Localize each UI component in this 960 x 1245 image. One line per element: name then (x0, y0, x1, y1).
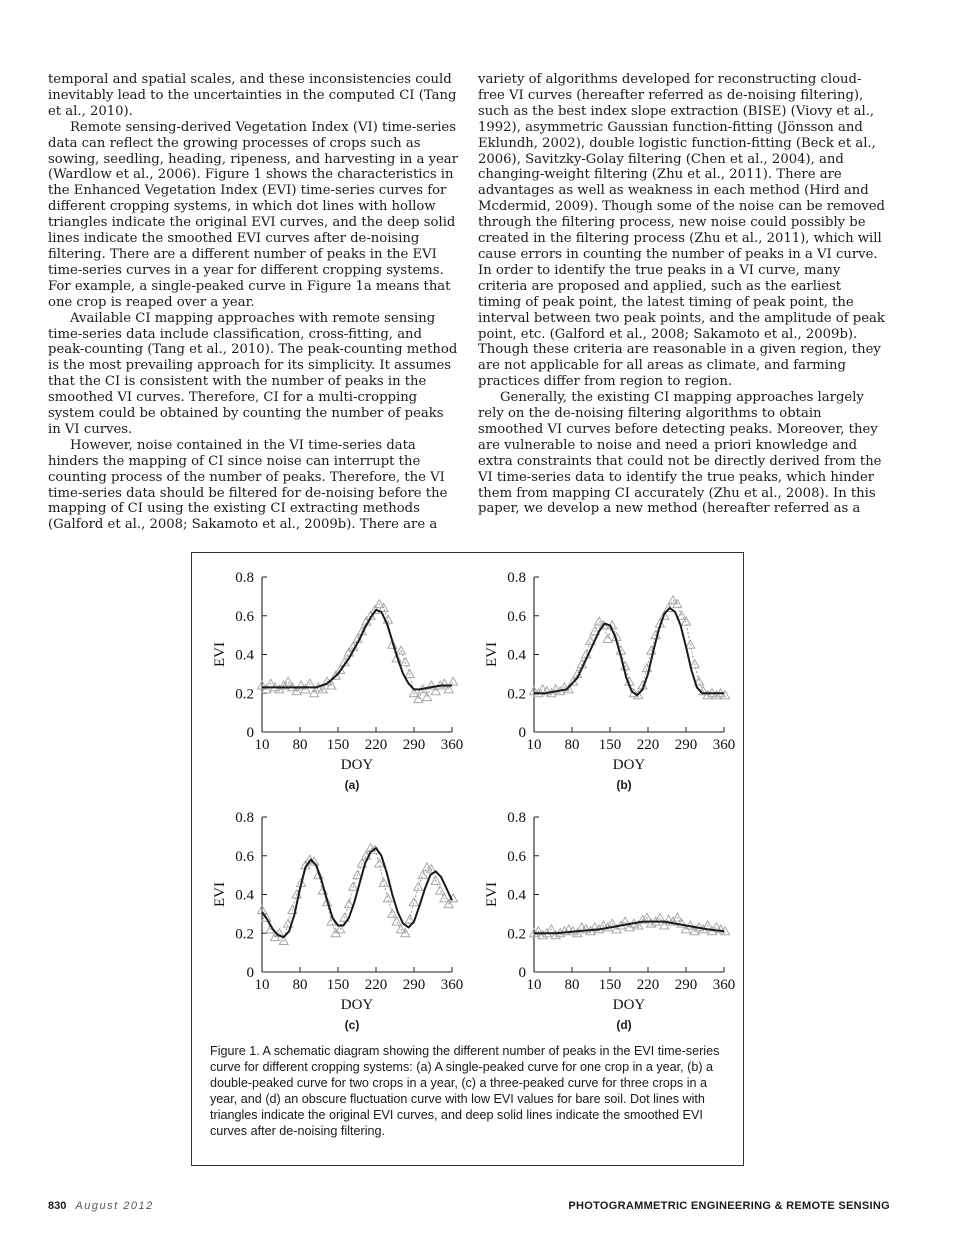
y-tick-label: 0.8 (235, 570, 254, 586)
y-tick-label: 0 (246, 965, 254, 981)
x-tick-label: 10 (526, 977, 542, 993)
data-point-triangle (383, 894, 392, 902)
page-footer (48, 1200, 890, 1212)
y-tick-label: 0.6 (507, 848, 526, 865)
paragraph: variety of algorithms developed for reconstructing cloud-free VI curves (hereafter referred as de-noising filtering), such as the best index slope extraction (BISE) (Viovy et al., 1992), asymmetric Gaussian function-fitting (Jönsson and Eklundh, 2002), double logistic function-fitting (Beck et al., 2006), Savitzky-Golay filtering (Chen et al., 2004), and changing-weight filtering (Zhu et al., 2011). There are advantages as well as weakness in each method (Hird and Mcdermid, 2009). Though some of the noise can be removed through the filtering process, new noise could possibly be created in the filtering process (Zhu et al., 2011), which will cause errors in counting the number of peaks in a VI curve. In order to identify the true peaks in a VI curve, many criteria are proposed and applied, such as the earliest timing of peak point, the latest timing of peak point, the interval between two peak points, and the amplitude of peak point, etc. (Galford et al., 2008; Sakamoto et al., 2009b). Though these criteria are reasonable in a given region, they are not applicable for all areas as climate, and farming practices differ from region to region. (478, 72, 885, 390)
figure-1 (191, 552, 744, 1166)
chart-panel-d (474, 805, 734, 1020)
paragraph: temporal and spatial scales, and these inconsistencies could inevitably lead to the uncertainties in the computed CI (Tang et al., 2010). (48, 72, 457, 119)
data-point-triangle (418, 871, 427, 879)
y-tick-label: 0.2 (507, 926, 526, 943)
x-tick-label: 290 (674, 977, 698, 993)
x-tick-label: 150 (598, 737, 622, 753)
x-tick-label: 10 (254, 737, 270, 753)
x-tick-label: 80 (292, 977, 308, 993)
y-tick-label: 0.6 (507, 608, 526, 625)
y-axis-title: EVI (484, 642, 500, 667)
x-tick-label: 150 (326, 977, 350, 993)
y-tick-label: 0.8 (235, 810, 254, 826)
smoothed-evi-line (262, 848, 452, 937)
x-tick-label: 220 (364, 737, 388, 753)
data-point-triangle (436, 886, 445, 894)
y-tick-label: 0.8 (507, 570, 526, 586)
page-number: 830 (48, 1200, 67, 1212)
paragraph: Remote sensing-derived Vegetation Index (VI) time-series data can reflect the growing processes of crops such as sowing, seedling, heading, ripeness, and harvesting in a year (Wardlow et al., 2006). Figure 1 shows the characteristics in the Enhanced Vegetation Index (EVI) time-series curves for different cropping systems, in which dot lines with hollow triangles indicate the original EVI curves, and the deep solid lines indicate the smoothed EVI curves after de-noising filtering. There are a different number of peaks in the EVI time-series curves in a year for different cropping systems. For example, a single-peaked curve in Figure 1a means that one crop is reaped over a year. (48, 119, 458, 310)
chart-svg (202, 565, 462, 775)
x-tick-label: 290 (402, 977, 426, 993)
issue-date: August 2012 (75, 1200, 154, 1212)
data-point-triangle (414, 882, 423, 890)
y-tick-label: 0.4 (507, 647, 526, 664)
y-tick-label: 0.4 (507, 887, 526, 904)
data-point-triangle (388, 909, 397, 917)
x-tick-label: 80 (564, 737, 580, 753)
left-text-column (48, 72, 458, 533)
x-tick-label: 360 (712, 977, 736, 993)
x-axis-title: DOY (612, 997, 646, 1013)
panel-label-a: (a) (344, 778, 360, 792)
chart-svg (474, 805, 734, 1015)
x-tick-label: 290 (402, 737, 426, 753)
x-tick-label: 10 (526, 737, 542, 753)
y-axis-title: EVI (212, 642, 228, 667)
figure-caption: Figure 1. A schematic diagram showing the different number of peaks in the EVI time-series curve for different cropping systems: (a) A single-peaked curve for one crop in a year, (b) a double-peaked curve for two crops in a year, (c) a three-peaked curve for three crops in a year, and (d) an obscure fluctuation curve with low EVI values for bare soil. Dot lines with triangles indicate the original EVI curves, and deep solid lines indicate the smoothed EVI curves after de-noising filtering. (210, 1044, 720, 1138)
panel-label-d: (d) (616, 1018, 632, 1032)
data-point-triangle (423, 693, 432, 701)
chart-svg (474, 565, 734, 775)
data-point-triangle (379, 878, 388, 886)
y-axis-title: EVI (484, 882, 500, 907)
right-text-column (478, 72, 888, 517)
x-tick-label: 80 (292, 737, 308, 753)
y-tick-label: 0 (518, 965, 526, 981)
chart-panel-c (202, 805, 462, 1020)
paragraph: Generally, the existing CI mapping approaches largely rely on the de-noising filtering algorithms to obtain smoothed VI curves before detecting peaks. Moreover, they are vulnerable to noise and need a priori knowledge and extra constraints that could not be directly derived from the VI time-series data to identify the true peaks, which hinder them from mapping CI accurately (Zhu et al., 2008). In this paper, we develop a new method (hereafter referred as a (478, 390, 882, 517)
chart-panel-b (474, 565, 734, 780)
y-tick-label: 0.4 (235, 887, 254, 904)
y-tick-label: 0 (518, 725, 526, 741)
data-point-triangle (449, 677, 458, 685)
y-tick-label: 0.4 (235, 647, 254, 664)
x-tick-label: 220 (636, 977, 660, 993)
y-tick-label: 0.6 (235, 848, 254, 865)
smoothed-evi-line (534, 608, 724, 695)
y-tick-label: 0.8 (507, 810, 526, 826)
x-tick-label: 220 (636, 737, 660, 753)
panel-label-b: (b) (616, 778, 632, 792)
x-tick-label: 290 (674, 737, 698, 753)
y-tick-label: 0.2 (507, 686, 526, 703)
y-tick-label: 0 (246, 725, 254, 741)
y-tick-label: 0.2 (235, 926, 254, 943)
x-tick-label: 150 (326, 737, 350, 753)
x-tick-label: 360 (440, 977, 464, 993)
paragraph: However, noise contained in the VI time-series data hinders the mapping of CI since noise can interrupt the counting process of the number of peaks. Therefore, the VI time-series data should be filtered for de-noising before the mapping of CI using the existing CI extracting methods (Galford et al., 2008; Sakamoto et al., 2009b). There are a (48, 437, 448, 533)
x-axis-title: DOY (340, 997, 374, 1013)
paragraph: Available CI mapping approaches with remote sensing time-series data include classification, cross-fitting, and peak-counting (Tang et al., 2010). The peak-counting method is the most prevailing approach for its simplicity. It assumes that the CI is consistent with the number of peaks in the smoothed VI curves. Therefore, CI for a multi-cropping system could be obtained by counting the number of peaks in VI curves. (48, 310, 458, 437)
y-tick-label: 0.2 (235, 686, 254, 703)
chart-svg (202, 805, 462, 1015)
x-tick-label: 360 (440, 737, 464, 753)
panel-label-c: (c) (344, 1018, 360, 1032)
x-axis-title: DOY (340, 757, 374, 773)
journal-name: PHOTOGRAMMETRIC ENGINEERING & REMOTE SENSING (568, 1200, 890, 1212)
x-tick-label: 220 (364, 977, 388, 993)
x-tick-label: 80 (564, 977, 580, 993)
x-tick-label: 150 (598, 977, 622, 993)
x-tick-label: 10 (254, 977, 270, 993)
y-axis-title: EVI (212, 882, 228, 907)
x-tick-label: 360 (712, 737, 736, 753)
chart-panel-a (202, 565, 462, 780)
y-tick-label: 0.6 (235, 608, 254, 625)
x-axis-title: DOY (612, 757, 646, 773)
